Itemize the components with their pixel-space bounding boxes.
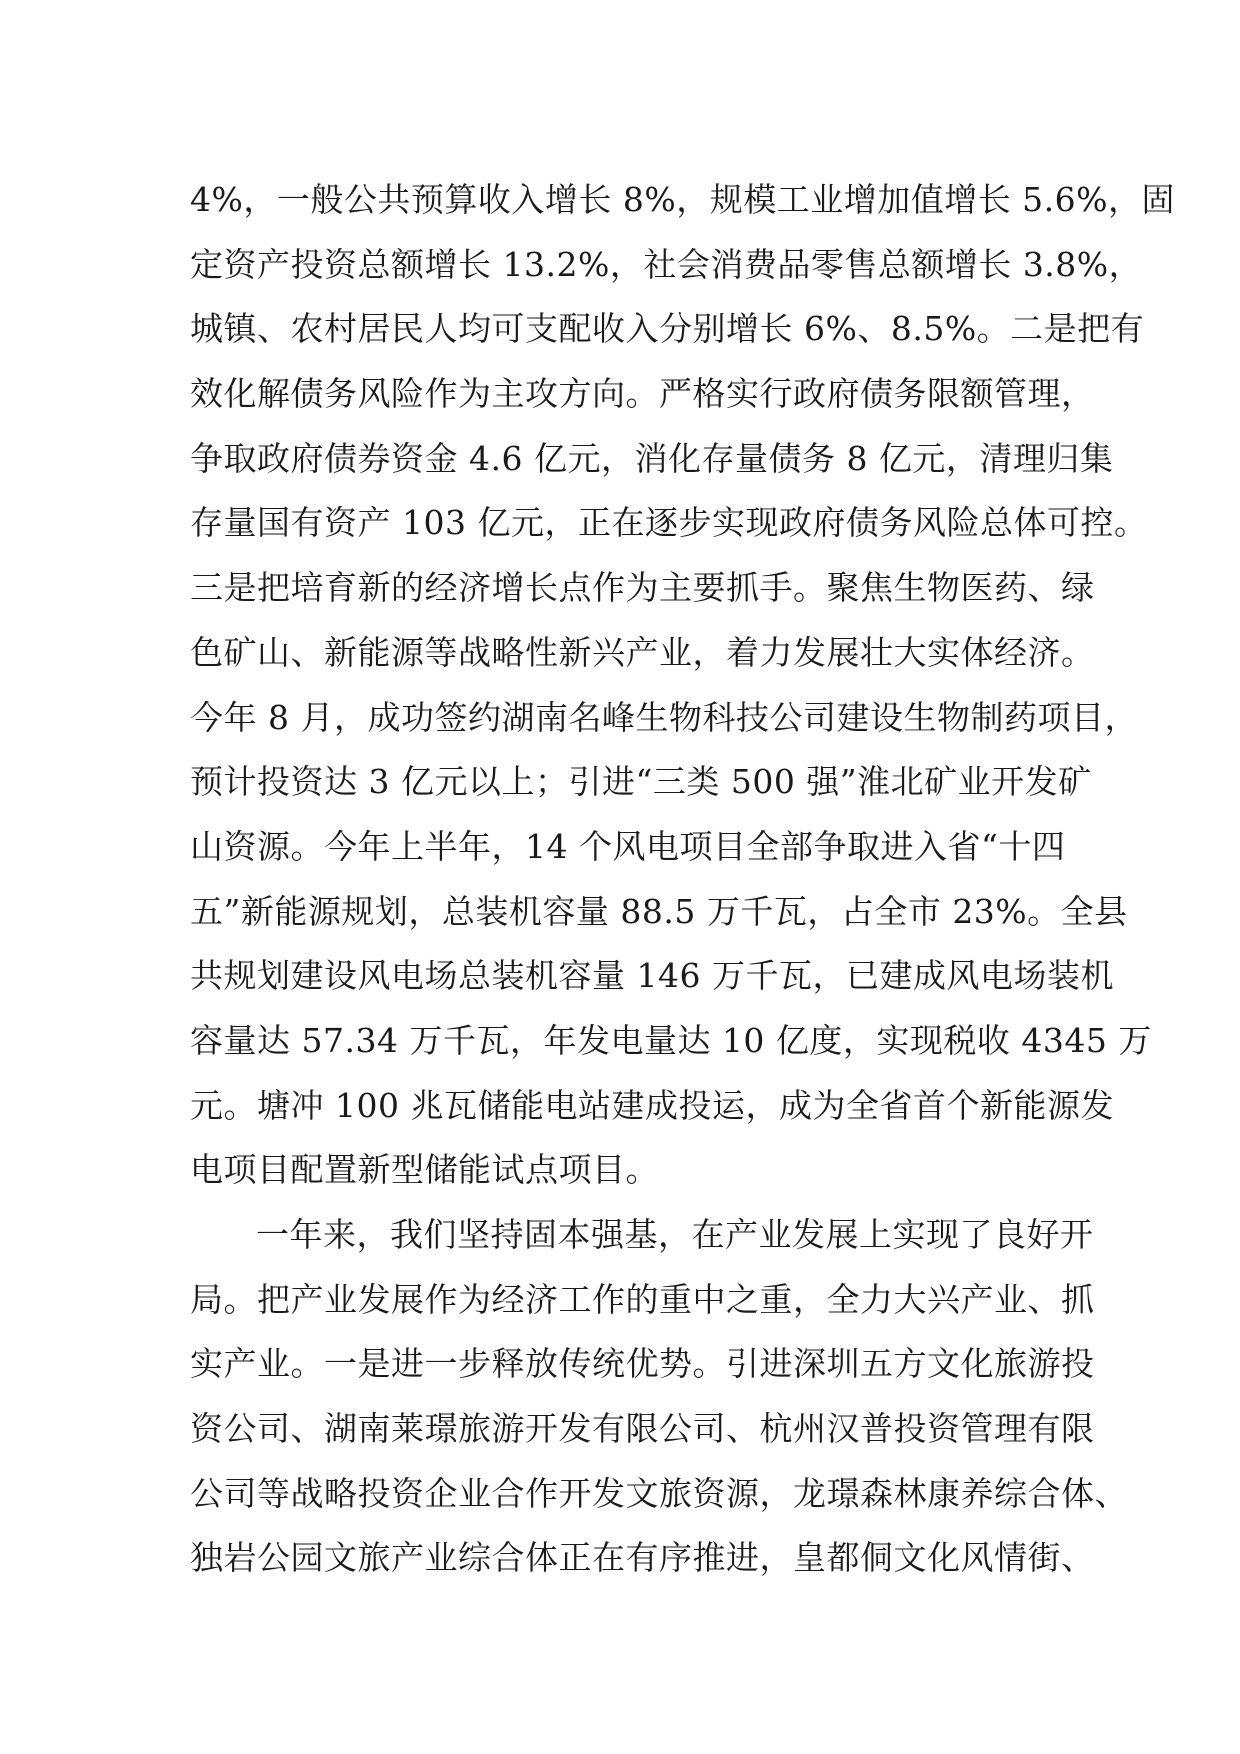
text-line: 独岩公园文旅产业综合体正在有序推进，皇都侗文化风情街、 <box>190 1538 1095 1578</box>
text-line: 争取政府债券资金 4.6 亿元，消化存量债务 8 亿元，清理归集 <box>190 438 1114 478</box>
text-line: 城镇、农村居民人均可支配收入分别增长 6%、8.5%。二是把有 <box>190 309 1145 349</box>
text-line: 今年 8 月，成功签约湖南名峰生物科技公司建设生物制药项目， <box>190 697 1138 737</box>
text-line: 实产业。一是进一步释放传统优势。引进深圳五方文化旅游投 <box>190 1344 1095 1384</box>
text-line: 容量达 57.34 万千瓦，年发电量达 10 亿度，实现税收 4345 万 <box>190 1020 1152 1060</box>
paragraph-first-line: 一年来，我们坚持固本强基，在产业发展上实现了良好开 <box>256 1215 1094 1254</box>
text-line: 五”新能源规划，总装机容量 88.5 万千瓦，占全市 23%。全县 <box>190 891 1128 931</box>
text-line: 公司等战略投资企业合作开发文旅资源，龙璟森林康养综合体、 <box>190 1473 1128 1513</box>
text-line: 元。塘冲 100 兆瓦储能电站建成投运，成为全省首个新能源发 <box>190 1085 1114 1125</box>
text-line: 共规划建设风电场总装机容量 146 万千瓦，已建成风电场装机 <box>190 956 1114 996</box>
text-line: 色矿山、新能源等战略性新兴产业，着力发展壮大实体经济。 <box>190 632 1095 672</box>
text-line: 电项目配置新型储能试点项目。 <box>190 1150 659 1190</box>
text-line: 存量国有资产 103 亿元，正在逐步实现政府债务风险总体可控。 <box>190 503 1148 543</box>
text-line: 4%，一般公共预算收入增长 8%，规模工业增加值增长 5.6%，固 <box>190 180 1176 219</box>
text-line: 局。把产业发展作为经济工作的重中之重，全力大兴产业、抓 <box>190 1279 1095 1319</box>
text-line: 定资产投资总额增长 13.2%，社会消费品零售总额增长 3.8%， <box>190 244 1143 284</box>
text-line: 资公司、湖南莱璟旅游开发有限公司、杭州汉普投资管理有限 <box>190 1409 1095 1449</box>
text-line: 三是把培育新的经济增长点作为主要抓手。聚焦生物医药、绿 <box>190 568 1095 608</box>
text-line: 山资源。今年上半年，14 个风电项目全部争取进入省“十四 <box>190 826 1066 866</box>
text-line: 预计投资达 3 亿元以上；引进“三类 500 强”淮北矿业开发矿 <box>190 762 1092 802</box>
body-text <box>190 168 1176 1591</box>
text-line: 效化解债务风险作为主攻方向。严格实行政府债务限额管理， <box>190 374 1095 414</box>
